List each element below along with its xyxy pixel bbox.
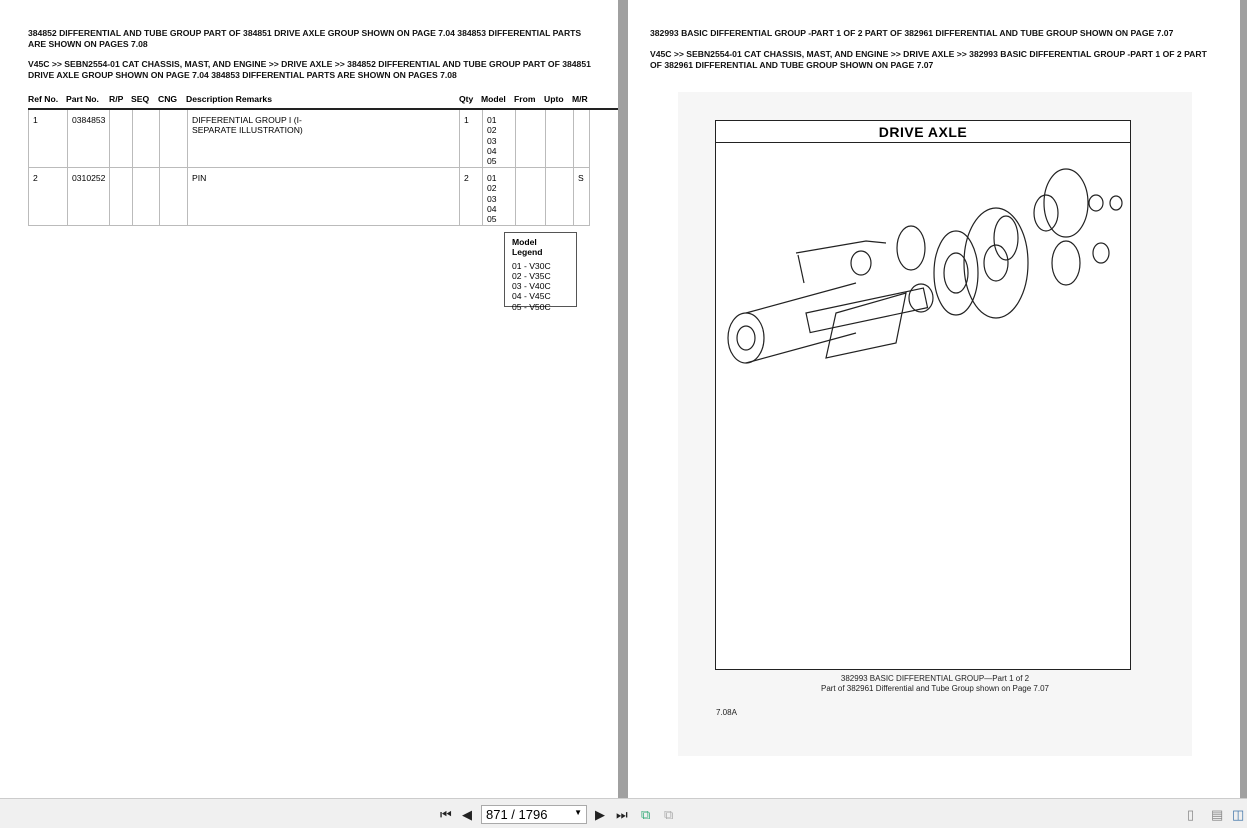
cell-seq: [132, 110, 159, 167]
cell-desc: PIN: [187, 168, 459, 225]
page-selector[interactable]: [481, 805, 587, 824]
cell-desc: DIFFERENTIAL GROUP I (I-SEPARATE ILLUSTRATION): [187, 110, 459, 167]
cell-rp: [109, 110, 132, 167]
page-title: 384852 DIFFERENTIAL AND TUBE GROUP PART OF 384851 DRIVE AXLE GROUP SHOWN ON PAGE 7.04 384853 DIFFERENTIAL PARTS ARE SHOWN ON PAGES 7.08: [28, 28, 582, 49]
col-rp: R/P: [109, 94, 124, 104]
chevron-down-icon: ▼: [574, 808, 582, 817]
exploded-view-drawing: [716, 143, 1129, 668]
viewer-toolbar: [0, 798, 1247, 828]
col-qty: Qty: [459, 94, 474, 104]
illustration-frame: [715, 120, 1131, 670]
cell-qty: 2: [459, 168, 482, 225]
copy-icon[interactable]: ⧉: [641, 807, 651, 822]
cell-upto: [545, 168, 573, 225]
legend-item: 05 - V50C: [512, 301, 551, 312]
legend-item: 04 - V45C: [512, 291, 551, 302]
cell-part: 0310252: [67, 168, 109, 225]
col-seq: SEQ: [131, 94, 150, 104]
col-cng: CNG: [158, 94, 178, 104]
cell-ref: 1: [33, 115, 38, 125]
legend-title: Model Legend: [512, 237, 543, 258]
two-page-view-icon[interactable]: ◫: [1232, 807, 1245, 822]
col-ref: Ref No.: [28, 94, 59, 104]
col-from: From: [514, 94, 536, 104]
cell-models: 01 02 03 04 05: [482, 110, 515, 167]
cell-mr: [573, 110, 591, 167]
last-page-button[interactable]: ⏭: [616, 807, 628, 822]
col-mr: M/R: [572, 94, 588, 104]
paste-icon[interactable]: ⧉: [664, 807, 674, 822]
breadcrumb: V45C >> SEBN2554-01 CAT CHASSIS, MAST, AND ENGINE >> DRIVE AXLE >> 382993 BASIC DIFFERENTIAL GROUP -PART 1 OF 2 PART OF 382961 DIFFERENTIAL AND TUBE GROUP SHOWN ON PAGE 7.07: [650, 49, 1207, 70]
cell-qty: 1: [459, 110, 482, 167]
prev-page-button[interactable]: ◀: [462, 807, 472, 822]
cell-mr: S: [573, 168, 591, 225]
cell-seq: [132, 168, 159, 225]
col-part: Part No.: [66, 94, 99, 104]
illustration-caption-2: Part of 382961 Differential and Tube Group shown on Page 7.07: [820, 684, 1049, 693]
continuous-view-icon[interactable]: ▤: [1211, 807, 1224, 822]
cell-part: 0384853: [67, 110, 109, 167]
breadcrumb: V45C >> SEBN2554-01 CAT CHASSIS, MAST, AND ENGINE >> DRIVE AXLE >> 384852 DIFFERENTIAL AND TUBE GROUP PART OF 384851 DRIVE AXLE GROUP SHOWN ON PAGE 7.04 384853 DIFFERENTIAL PARTS ARE SHOWN ON PAGES 7.08: [28, 59, 591, 80]
cell-rp: [109, 168, 132, 225]
legend-item: 02 - V35C: [512, 270, 551, 281]
col-model: Model: [481, 94, 506, 104]
col-desc: Description Remarks: [186, 94, 272, 104]
page-title: 382993 BASIC DIFFERENTIAL GROUP -PART 1 OF 2 PART OF 382961 DIFFERENTIAL AND TUBE GROUP SHOWN ON PAGE 7.07: [650, 28, 1174, 38]
legend-item: 01 - V30C: [512, 260, 551, 271]
drive-axle-illustration: [678, 92, 1192, 756]
illustration-heading: DRIVE AXLE: [716, 121, 1130, 143]
model-legend: [504, 232, 577, 312]
cell-ref: 2: [33, 173, 38, 183]
cell-models: 01 02 03 04 05: [482, 168, 515, 225]
cell-from: [515, 110, 545, 167]
page-number: 871 / 1796: [486, 807, 548, 822]
illustration-caption: 382993 BASIC DIFFERENTIAL GROUP—Part 1 of 2: [840, 674, 1030, 683]
cell-from: [515, 168, 545, 225]
next-page-button[interactable]: ▶: [595, 807, 605, 822]
illustration-page-ref: 7.08A: [716, 708, 737, 717]
table-row: [28, 110, 590, 168]
col-upto: Upto: [544, 94, 564, 104]
legend-item: 03 - V40C: [512, 281, 551, 292]
single-page-view-icon[interactable]: ▯: [1187, 807, 1195, 822]
first-page-button[interactable]: ⏮: [440, 807, 452, 822]
cell-upto: [545, 110, 573, 167]
cell-cng: [159, 168, 187, 225]
cell-cng: [159, 110, 187, 167]
right-page: [628, 0, 1240, 798]
left-page: [0, 0, 618, 798]
table-row: [28, 168, 590, 226]
